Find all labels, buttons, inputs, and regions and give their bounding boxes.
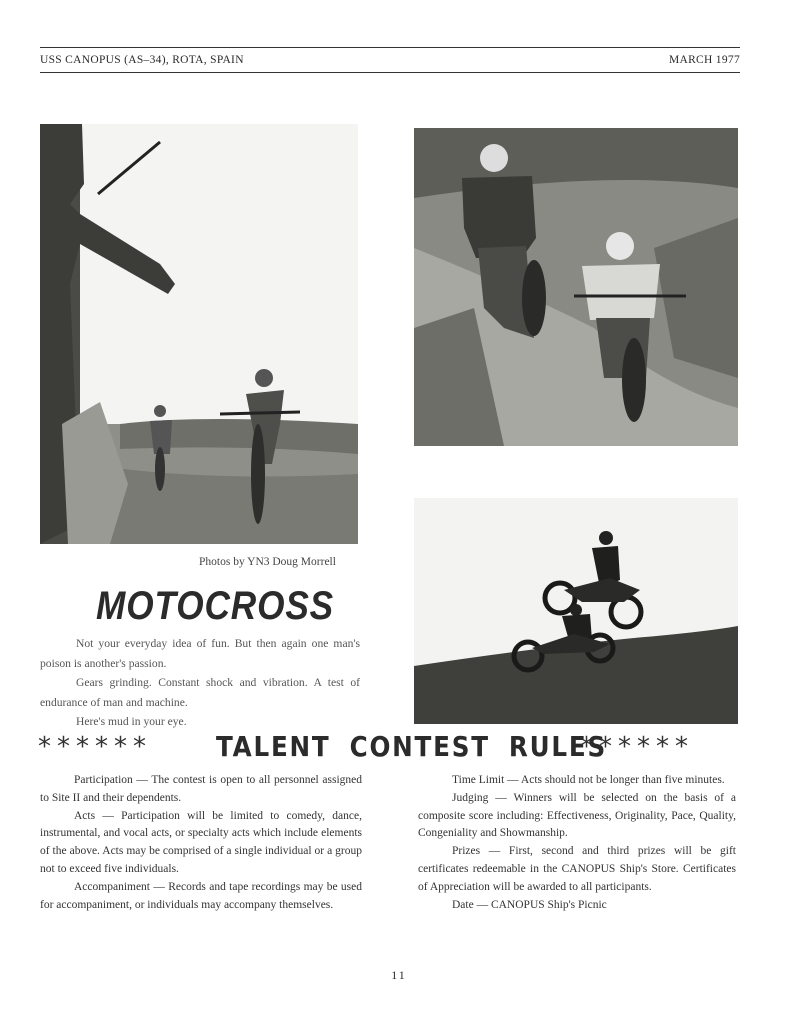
publication-info: USS CANOPUS (AS–34), ROTA, SPAIN — [40, 54, 244, 66]
header-rule-top — [40, 47, 740, 48]
issue-date: MARCH 1977 — [668, 54, 740, 66]
motocross-paragraph: Here's mud in your eye. — [76, 715, 187, 728]
photo-flagman-riders — [40, 124, 358, 544]
rules-right-column — [418, 772, 736, 914]
motocross-title: MOTOCROSS — [96, 584, 335, 628]
rule-judging: Judging — Winners will be selected on the basis of a composite score including: Effectiveness, Originality, Pace, Quality, Congeniality and Showmanship. — [418, 791, 736, 840]
rule-prizes: Prizes — First, second and third prizes will be gift certificates redeemable in the CANOPUS Ship's Store. Certificates of Appreciation will be awarded to all participants. — [418, 845, 736, 893]
photo-credit: Photos by YN3 Doug Morrell — [199, 556, 336, 568]
rule-acts: Acts — Participation will be limited to comedy, dance, instrumental, and vocal acts, or specialty acts which include elements of the above. Acts may be comprised of a single individual or a group not to exceed five individuals. — [40, 809, 362, 875]
motocross-text — [40, 634, 360, 732]
rule-participation: Participation — The contest is open to all personnel assigned to Site II and their dependents. — [40, 774, 362, 804]
header-rule-bottom — [40, 72, 740, 73]
photo-riders-jumping-hill — [414, 498, 738, 724]
motocross-paragraph: Not your everyday idea of fun. But then again one man's poison is another's passion. — [40, 637, 360, 670]
rule-date: Date — CANOPUS Ship's Picnic — [452, 898, 607, 911]
motocross-paragraph: Gears grinding. Constant shock and vibration. A test of endurance of man and machine. — [40, 676, 360, 709]
rule-time-limit: Time Limit — Acts should not be longer than five minutes. — [452, 774, 725, 786]
stars-left: ****** — [38, 732, 152, 762]
page-number: 11 — [391, 968, 407, 982]
stars-right: ****** — [580, 732, 694, 762]
talent-contest-title: TALENT CONTEST RULES — [216, 730, 607, 763]
rule-accompaniment: Accompaniment — Records and tape recordings may be used for accompaniment, or individuals may accompany themselves. — [40, 880, 362, 911]
photo-two-riders-trail — [414, 128, 738, 446]
rules-left-column — [40, 772, 362, 914]
